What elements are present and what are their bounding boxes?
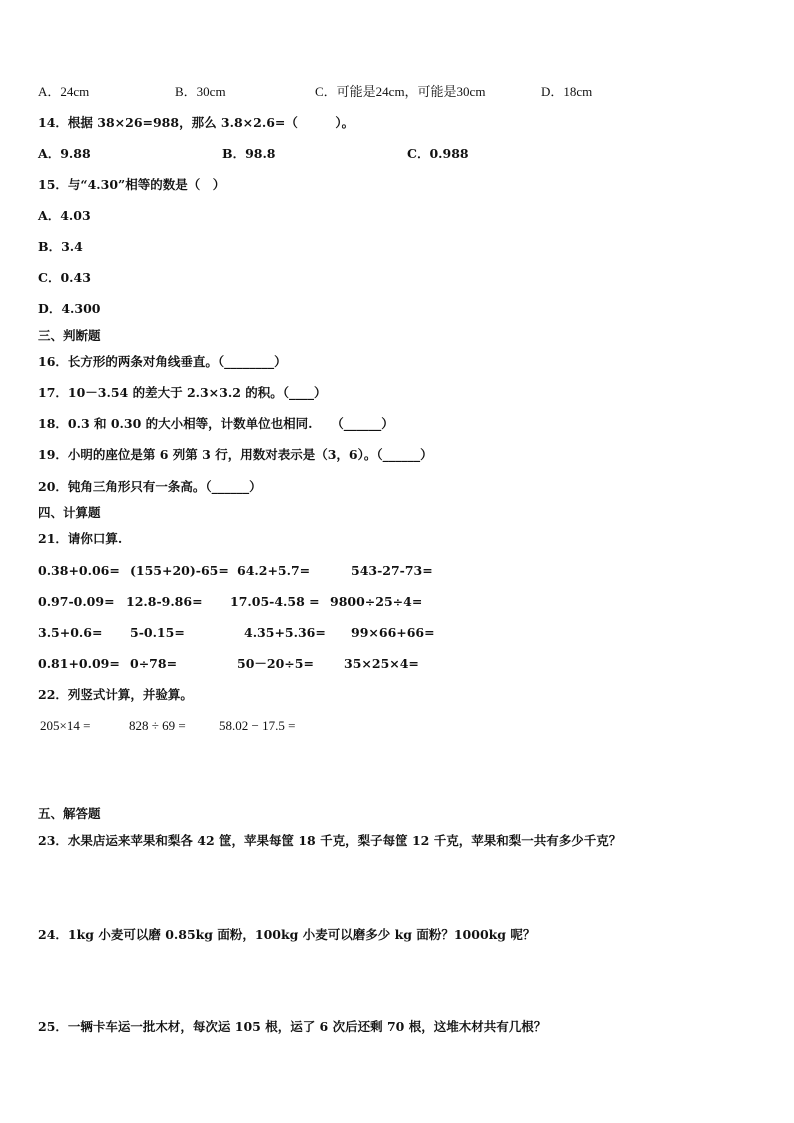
q21-r4-c4: 35×25×4=: [344, 656, 419, 671]
q21-r1-c1: 0.38+0.06=: [38, 563, 120, 578]
q21-r2-c1: 0.97-0.09=: [38, 594, 115, 609]
q25: 25．一辆卡车运一批木材，每次运 105 根，运了 6 次后还剩 70 根，这堆木材共有几根？: [38, 1019, 547, 1034]
q21-r2-c3: 17.05-4.58 =: [230, 594, 320, 609]
q20: 20．钝角三角形只有一条高。（______）: [38, 479, 262, 494]
q15-option-a: A．4.03: [38, 208, 91, 223]
q18: 18．0.3 和 0.30 的大小相等，计数单位也相同. （______）: [38, 416, 394, 431]
q19: 19．小明的座位是第 6 列第 3 行，用数对表示是（3，6）。（______）: [38, 447, 433, 462]
q22-item-2: 828 ÷ 69 =: [129, 718, 186, 733]
q24: 24．1kg 小麦可以磨 0.85kg 面粉，100kg 小麦可以磨多少 kg 面粉？1000kg 呢？: [38, 927, 536, 942]
q21-stem: 21．请你口算.: [38, 531, 123, 546]
section5-title: 五、解答题: [38, 806, 101, 821]
q14-option-a: A．9.88: [38, 146, 91, 161]
q15-option-c: C．0.43: [38, 270, 91, 285]
section3-title: 三、判断题: [38, 328, 101, 343]
section4-title: 四、计算题: [38, 505, 101, 520]
q21-r4-c3: 50－20÷5=: [237, 656, 314, 671]
q21-r2-c2: 12.8-9.86=: [126, 594, 203, 609]
q21-r1-c3: 64.2+5.7=: [237, 563, 311, 578]
q15-option-b: B．3.4: [38, 239, 83, 254]
q13-option-a: A．24cm: [38, 84, 90, 99]
q22-item-1: 205×14 =: [40, 718, 91, 733]
q17: 17．10－3.54 的差大于 2.3×3.2 的积。（____）: [38, 385, 327, 400]
q21-r3-c2: 5-0.15=: [130, 625, 185, 640]
q14-stem: 14．根据 38×26=988，那么 3.8×2.6=（ ）。: [38, 115, 355, 130]
q21-r2-c4: 9800÷25÷4=: [330, 594, 423, 609]
q21-r4-c1: 0.81+0.09=: [38, 656, 120, 671]
q21-r1-c2: (155+20)-65=: [130, 563, 229, 578]
q13-option-d: D．18cm: [541, 84, 593, 99]
q14-option-b: B．98.8: [222, 146, 276, 161]
q13-option-c: C．可能是24cm，可能是30cm: [315, 84, 486, 99]
q16: 16．长方形的两条对角线垂直。（________）: [38, 354, 287, 369]
q21-r3-c1: 3.5+0.6=: [38, 625, 103, 640]
q22-item-3: 58.02 − 17.5 =: [219, 718, 296, 733]
q14-option-c: C．0.988: [407, 146, 469, 161]
q21-r4-c2: 0÷78=: [130, 656, 178, 671]
q13-option-b: B．30cm: [175, 84, 226, 99]
q15-stem: 15．与“4.30”相等的数是（ ）: [38, 177, 226, 192]
q21-r3-c4: 99×66+66=: [351, 625, 435, 640]
q22-stem: 22．列竖式计算，并验算。: [38, 687, 193, 702]
q21-r3-c3: 4.35+5.36=: [244, 625, 326, 640]
q15-option-d: D．4.300: [38, 301, 101, 316]
q21-r1-c4: 543-27-73=: [351, 563, 433, 578]
q23: 23．水果店运来苹果和梨各 42 筐，苹果每筐 18 千克，梨子每筐 12 千克，苹果和梨一共有多少千克？: [38, 833, 622, 848]
